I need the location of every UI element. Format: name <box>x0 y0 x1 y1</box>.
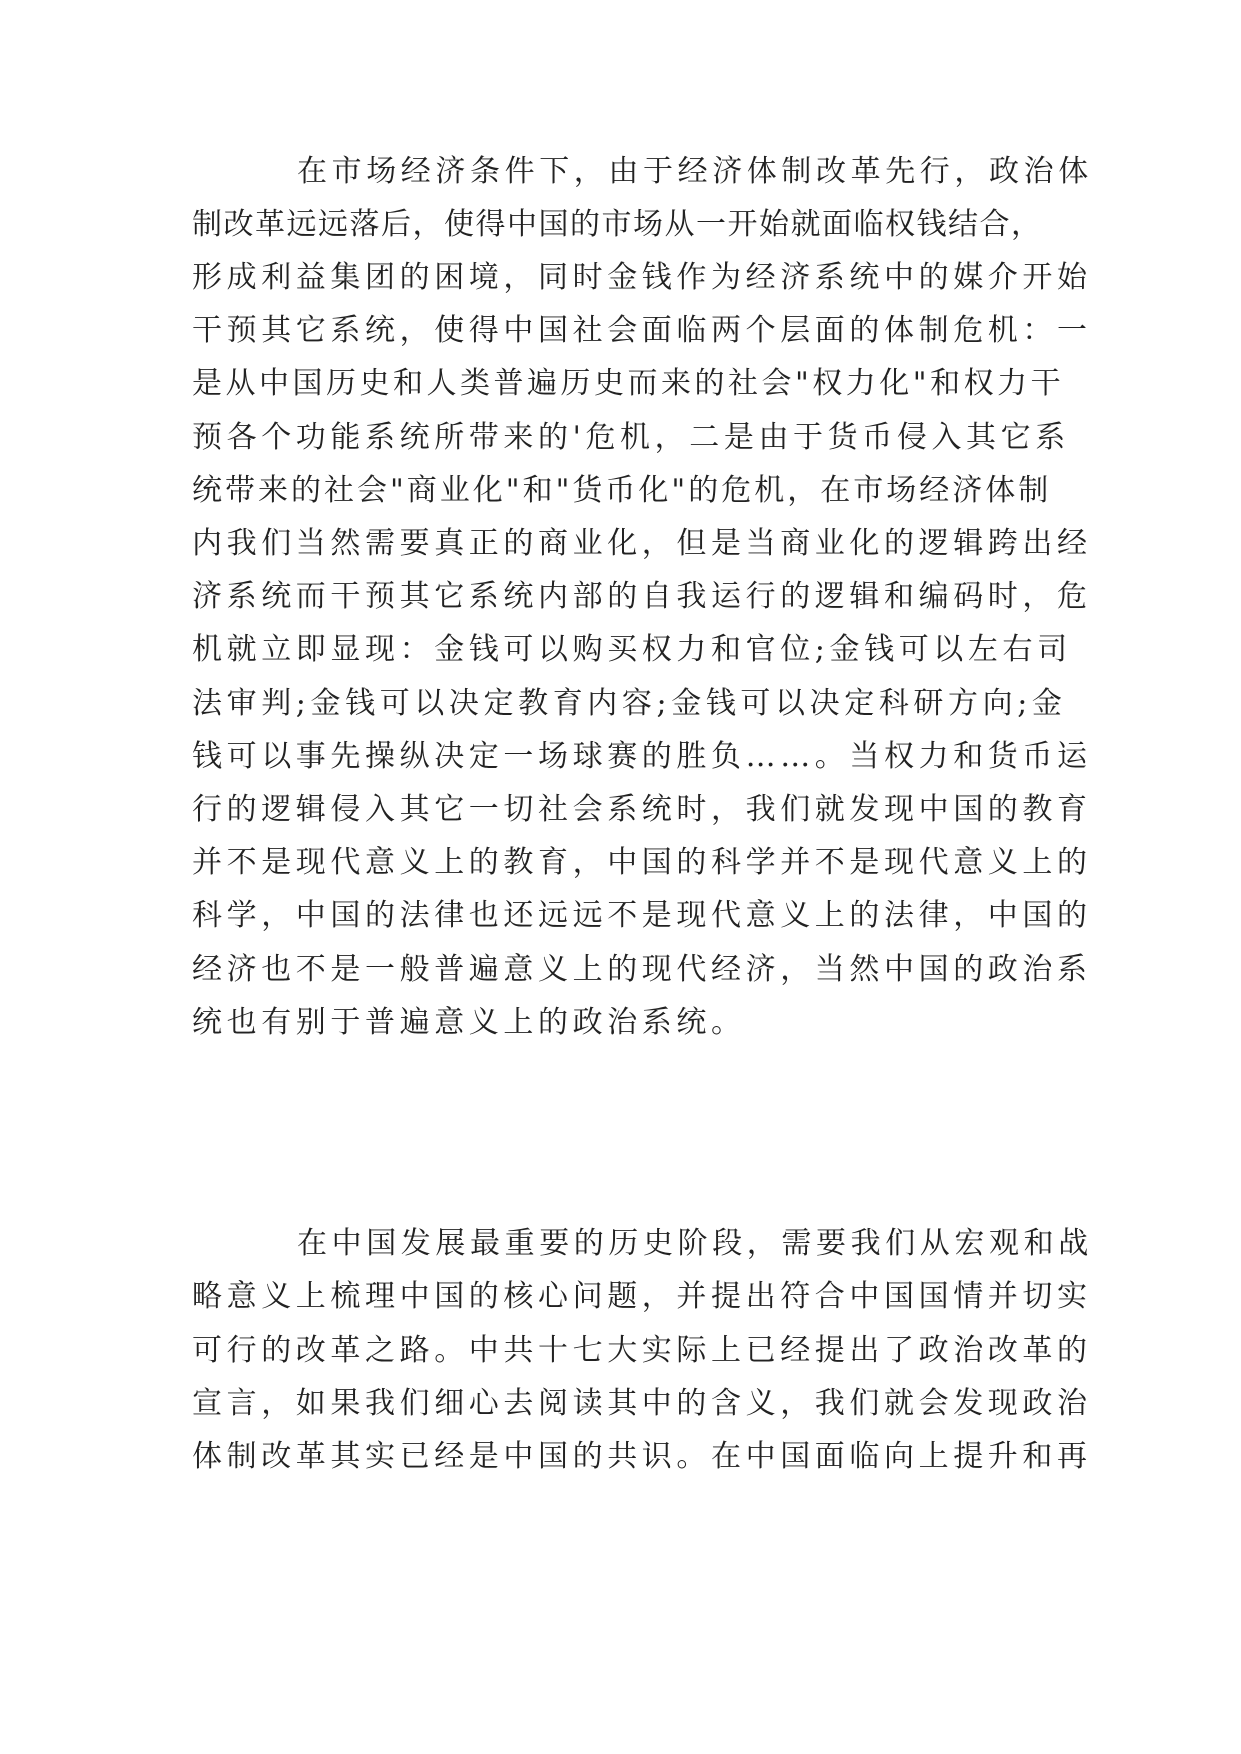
paragraph-line: 在中国发展最重要的历史阶段，需要我们从宏观和战 <box>297 1226 1093 1261</box>
paragraph-line: 宣言，如果我们细心去阅读其中的含义，我们就会发现政治 <box>192 1386 1092 1421</box>
paragraph-line: 预各个功能系统所带来的'危机，二是由于货币侵入其它系 <box>192 420 1070 455</box>
paragraph-line: 经济也不是一般普遍意义上的现代经济，当然中国的政治系 <box>192 952 1092 987</box>
paragraph-line: 机就立即显现：金钱可以购买权力和官位;金钱可以左右司 <box>192 632 1072 667</box>
paragraph-line: 科学，中国的法律也还远远不是现代意义上的法律，中国的 <box>192 898 1092 933</box>
paragraph-line: 法审判;金钱可以决定教育内容;金钱可以决定科研方向;金 <box>192 686 1067 721</box>
paragraph-line: 体制改革其实已经是中国的共识。在中国面临向上提升和再 <box>192 1439 1092 1474</box>
paragraph-line: 在市场经济条件下，由于经济体制改革先行，政治体 <box>297 154 1093 189</box>
paragraph-line: 干预其它系统，使得中国社会面临两个层面的体制危机：一 <box>192 313 1092 348</box>
paragraph-line: 并不是现代意义上的教育，中国的科学并不是现代意义上的 <box>192 845 1092 880</box>
paragraph-line: 统也有别于普遍意义上的政治系统。 <box>192 1005 746 1040</box>
paragraph-line: 是从中国历史和人类普遍历史而来的社会"权力化"和权力干 <box>192 366 1065 401</box>
paragraph-line: 内我们当然需要真正的商业化，但是当商业化的逻辑跨出经 <box>192 526 1092 561</box>
paragraph-line: 制改革远远落后，使得中国的市场从一开始就面临权钱结合， <box>192 207 1043 242</box>
paragraph-line: 可行的改革之路。中共十七大实际上已经提出了政治改革的 <box>192 1333 1092 1368</box>
paragraph-line: 形成利益集团的困境，同时金钱作为经济系统中的媒介开始 <box>192 260 1092 295</box>
paragraph-line: 行的逻辑侵入其它一切社会系统时，我们就发现中国的教育 <box>192 792 1092 827</box>
paragraph-line: 略意义上梳理中国的核心问题，并提出符合中国国情并切实 <box>192 1279 1092 1314</box>
paragraph-line: 钱可以事先操纵决定一场球赛的胜负……。当权力和货币运 <box>192 739 1092 774</box>
paragraph-line: 统带来的社会"商业化"和"货币化"的危机，在市场经济体制 <box>192 473 1052 508</box>
paragraph-line: 济系统而干预其它系统内部的自我运行的逻辑和编码时，危 <box>192 579 1092 614</box>
